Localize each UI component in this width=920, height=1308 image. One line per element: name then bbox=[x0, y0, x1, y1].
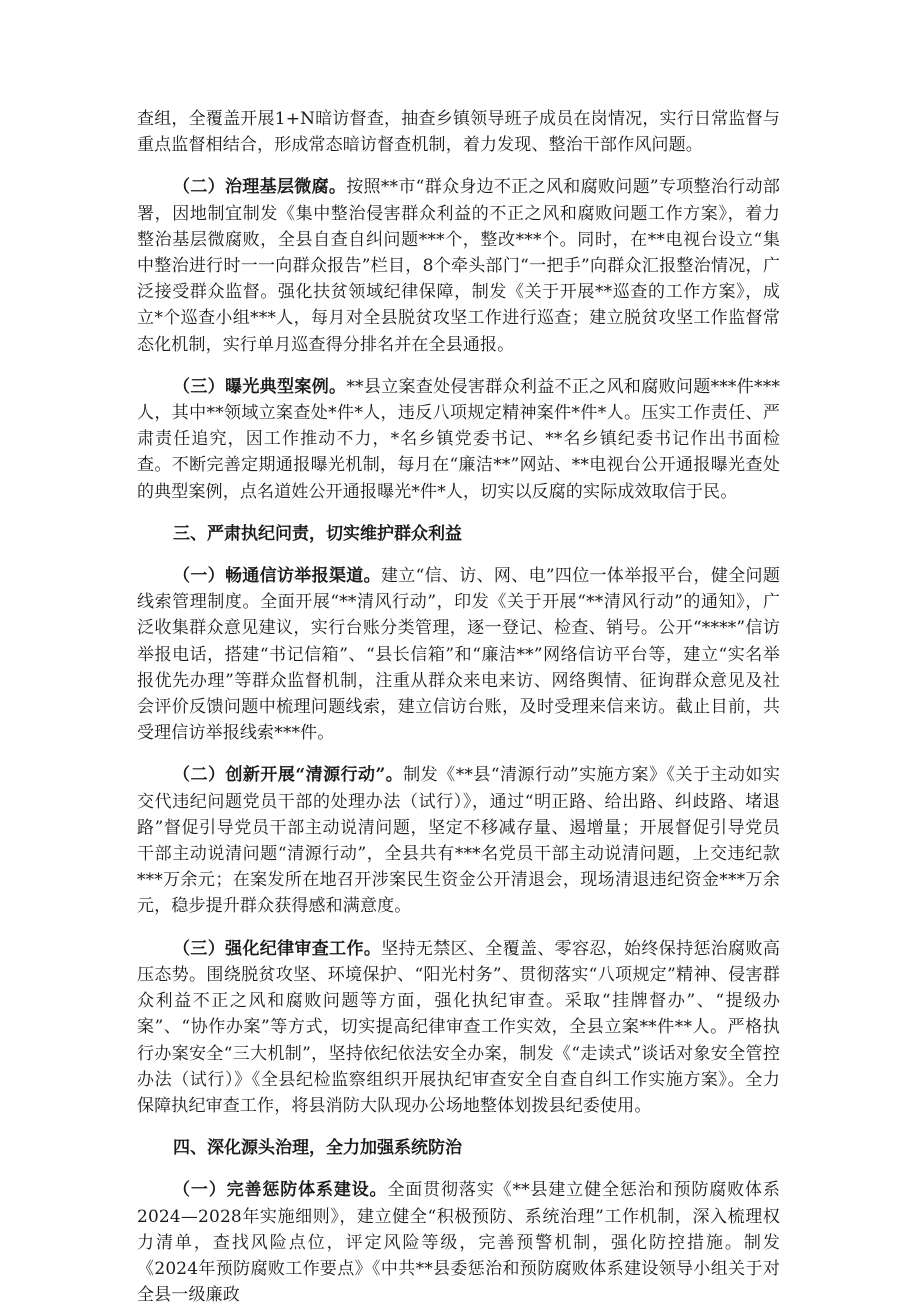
paragraph-title: （二）治理基层微腐。 bbox=[173, 177, 347, 198]
paragraph-discipline-review bbox=[137, 936, 780, 1119]
section-heading-3: 三、严肃执纪问责，切实维护群众利益 bbox=[173, 523, 462, 544]
paragraph-body: **县立案查处侵害群众利益不正之风和腐败问题***件***人，其中**领域立案查处*件*人，违反八项规定精神案件*件*人。压实工作责任、严肃责任追究，因工作推动不力，*名乡镇党委书记、**名乡镇纪委书记作出书面检查。不断完善定期通报曝光机制，每月在“廉洁**”网站、**电视台公开通报曝光查处的典型案例，点名道姓公开通报曝光*件*人，切实以反腐的实际成效取信于民。 bbox=[137, 376, 781, 502]
paragraph-qingyuan-action bbox=[137, 762, 780, 919]
paragraph-body: 坚持无禁区、全覆盖、零容忍，始终保持惩治腐败高压态势。围绕脱贫攻坚、环境保护、“阳光村务”、贯彻落实“八项规定”精神、侵害群众利益不正之风和腐败问题等方面，强化执纪审查。采取“挂牌督办”、“提级办案”、“协作办案”等方式，切实提高纪律审查工作实效，全县立案**件**人。严格执行办案安全“三大机制”，坚持依纪依法安全办案，制发《“走读式”谈话对象安全管控办法（试行）》《全县纪检监察组织开展执纪审查安全自查自纠工作实施方案》。全力保障执纪审查工作，将县消防大队现办公场地整体划拨县纪委使用。 bbox=[137, 938, 780, 1116]
paragraph-title: （二）创新开展“清源行动”。 bbox=[173, 765, 404, 786]
paragraph-body: 按照**市“群众身边不正之风和腐败问题”专项整治行动部署，因地制宜制发《集中整治侵害群众利益的不正之风和腐败问题工作方案》，着力整治基层微腐败，全县自查自纠问题***个，整改***个。同时，在**电视台设立“集中整治进行时一一向群众报告”栏目，8个牵头部门“一把手”向群众汇报整治情况，广泛接受群众监督。强化扶贫领域纪律保障，制发《关于开展**巡查的工作方案》，成立*个巡查小组***人，每月对全县脱贫攻坚工作进行巡查；建立脱贫攻坚工作监督常态化机制，实行单月巡查得分排名并在全县通报。 bbox=[137, 177, 780, 355]
paragraph-body: 查组，全覆盖开展1+N暗访督查，抽查乡镇领导班子成员在岗情况，实行日常监督与重点监督相结合，形成常态暗访督查机制，着力发现、整治干部作风问题。 bbox=[137, 109, 780, 156]
section-heading-4: 四、深化源头治理，全力加强系统防治 bbox=[173, 1138, 462, 1159]
paragraph-govern-grassroots-corruption bbox=[137, 174, 780, 357]
paragraph-body: 制发《**县“清源行动”实施方案》《关于主动如实交代违纪问题党员干部的处理办法（试行）》，通过“明正路、给出路、纠歧路、堵退路”督促引导党员干部主动说清问题，坚定不移减存量、遏增量；开展督促引导党员干部主动说清问题“清源行动”，全县共有***名党员干部主动说清问题，上交违纪款***万余元；在案发所在地召开涉案民生资金公开清退会，现场清退违纪资金***万余元，稳步提升群众获得感和满意度。 bbox=[137, 765, 781, 917]
paragraph-body: 建立“信、访、网、电”四位一体举报平台，健全问题线索管理制度。全面开展“**清风行动”，印发《关于开展“**清风行动”的通知》，广泛收集群众意见建议，实行台账分类管理，逐一登记、检查、销号。公开“****”信访举报电话，搭建“书记信箱”、“县长信箱”和“廉洁**”网络信访平台等，建立“实名举报优先办理”等群众监督机制，注重从群众来电来访、网络舆情、征询群众意见及社会评价反馈问题中梳理问题线索，建立信访台账，及时受理来信来访。截止目前，共受理信访举报线索***件。 bbox=[137, 566, 780, 744]
paragraph-body: 全面贯彻落实《**县建立健全惩治和预防腐败体系2024—2028年实施细则》，建立健全“积极预防、系统治理”工作机制，深入梳理权力清单，查找风险点位，评定风险等级，完善预警机制，强化防控措施。制发《2024年预防腐败工作要点》《中共**县委惩治和预防腐败体系建设领导小组关于对全县一级廉政 bbox=[137, 1180, 780, 1306]
paragraph-title: （三）强化纪律审查工作。 bbox=[173, 938, 382, 959]
paragraph-title: （一）完善惩防体系建设。 bbox=[173, 1180, 388, 1201]
paragraph-continuation bbox=[137, 106, 780, 158]
paragraph-title: （一）畅通信访举报渠道。 bbox=[173, 566, 381, 587]
paragraph-petition-channels bbox=[137, 563, 780, 746]
paragraph-expose-typical-cases bbox=[137, 374, 780, 505]
paragraph-title: （三）曝光典型案例。 bbox=[173, 376, 347, 397]
paragraph-prevention-system bbox=[137, 1177, 780, 1308]
